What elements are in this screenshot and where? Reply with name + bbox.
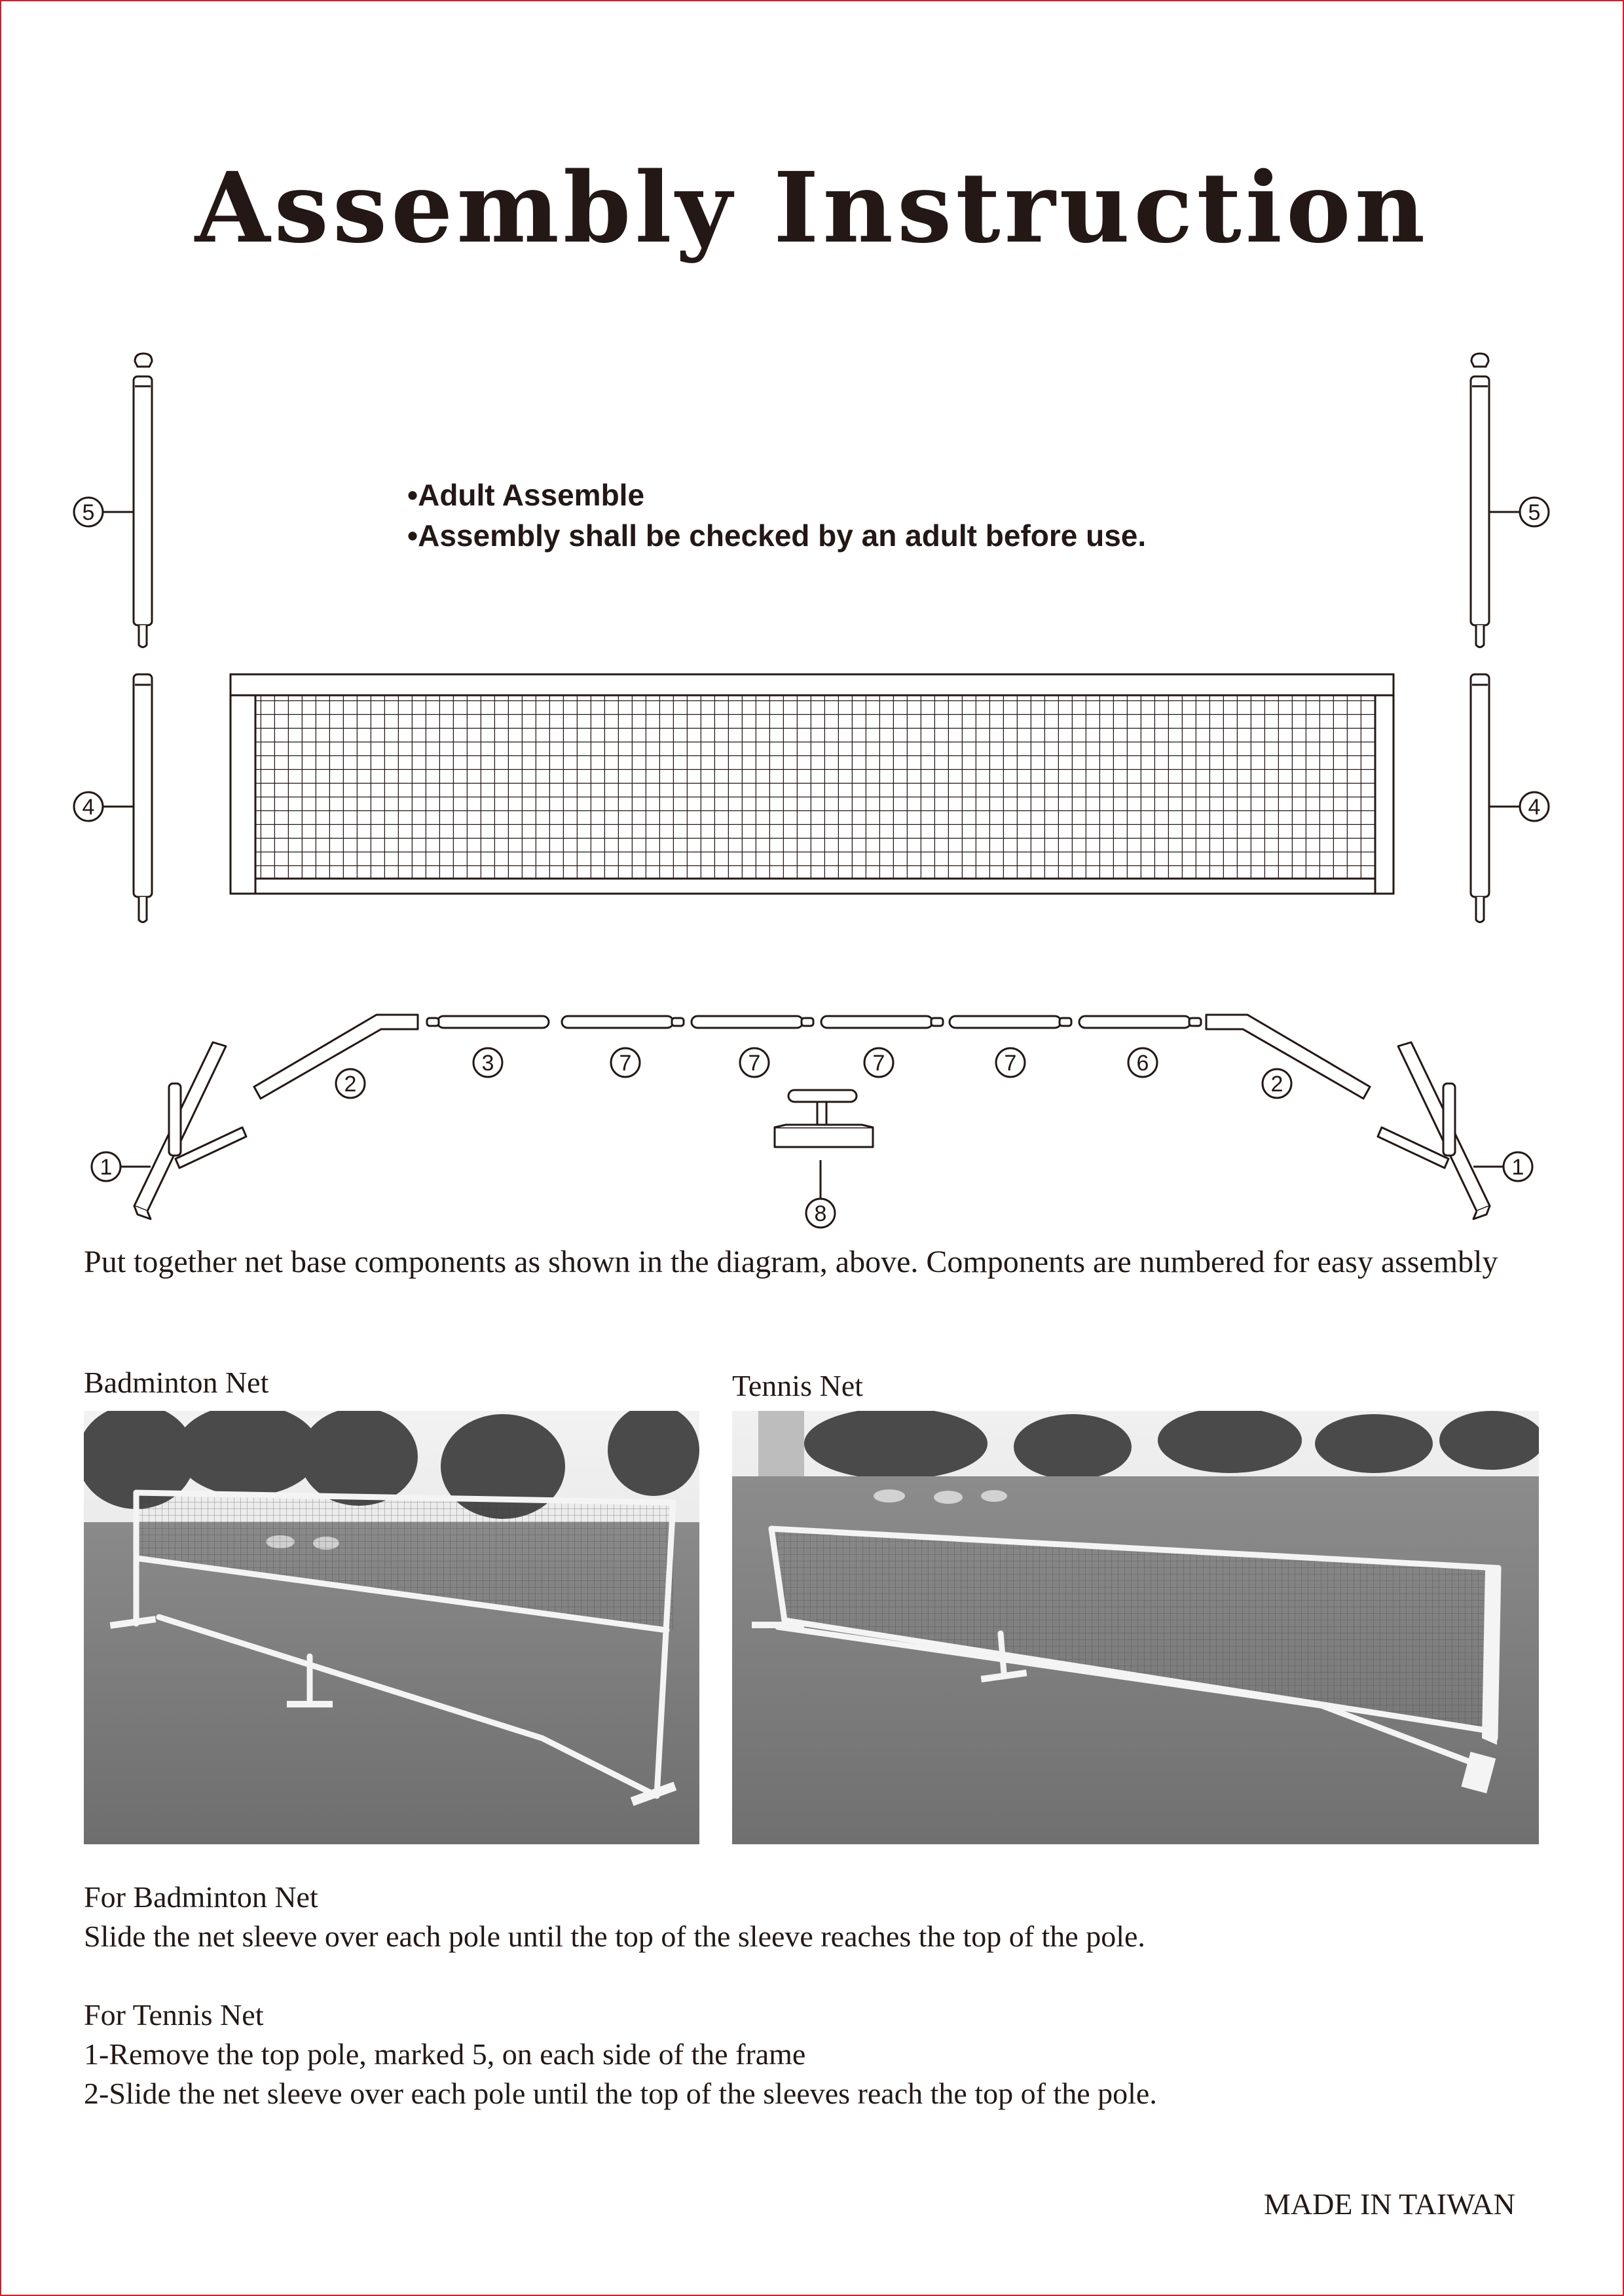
center-stand (775, 1090, 873, 1147)
tennis-net-photo (732, 1411, 1539, 1844)
tube-7-d (950, 1016, 1071, 1028)
badminton-step: Slide the net sleeve over each pole until the top of the sleeve reaches the top of the pole. (84, 1920, 1145, 1953)
tube-7-a (562, 1016, 684, 1028)
right-base (1378, 1042, 1490, 1219)
callout-2-right (1263, 1069, 1291, 1098)
svg-text:1: 1 (100, 1155, 113, 1180)
left-top-pole (134, 354, 152, 647)
right-top-pole (1471, 354, 1489, 647)
badminton-instructions (84, 1878, 1145, 1956)
svg-text:2: 2 (1270, 1072, 1283, 1097)
tennis-instructions (84, 1995, 1157, 2113)
callout-2-left (336, 1069, 365, 1098)
left-lower-pole (134, 674, 152, 922)
right-lower-pole (1471, 674, 1489, 922)
made-in-label: MADE IN TAIWAN (1264, 2187, 1515, 2221)
tube-7-b (692, 1016, 813, 1028)
tennis-heading: For Tennis Net (84, 1998, 264, 2032)
svg-text:2: 2 (344, 1072, 357, 1097)
tube-7-c (821, 1016, 943, 1028)
svg-text:3: 3 (481, 1051, 494, 1076)
svg-text:4: 4 (82, 795, 95, 820)
callout-7-a (611, 1048, 640, 1077)
parts-diagram (0, 327, 1624, 1244)
tube-3 (427, 1016, 549, 1028)
svg-text:7: 7 (872, 1051, 885, 1076)
svg-text:1: 1 (1511, 1155, 1524, 1180)
svg-text:8: 8 (814, 1201, 827, 1226)
callout-1-left (92, 1152, 120, 1181)
callout-3 (473, 1048, 502, 1077)
tennis-step-1: 1-Remove the top pole, marked 5, on each side of the frame (84, 2037, 806, 2071)
svg-text:7: 7 (619, 1051, 632, 1076)
note-adult-assemble: • Adult Assemble (407, 475, 1146, 515)
svg-text:4: 4 (1528, 795, 1541, 820)
diagram-caption: Put together net base components as shown in the diagram, above. Components are numbered for easy assembly (84, 1245, 1498, 1279)
svg-text:5: 5 (82, 500, 95, 525)
callout-5-left (74, 498, 103, 526)
callout-4-right (1520, 792, 1549, 821)
callout-6 (1128, 1048, 1157, 1077)
badminton-net-photo (84, 1411, 699, 1844)
svg-text:7: 7 (748, 1051, 761, 1076)
tennis-photo-label: Tennis Net (732, 1369, 863, 1402)
page-title: Assembly Instruction (194, 151, 1430, 264)
svg-text:6: 6 (1136, 1051, 1149, 1076)
tube-6 (1079, 1016, 1201, 1028)
net-drawing (231, 674, 1393, 894)
callout-7-d (996, 1048, 1025, 1077)
callout-5-right (1520, 498, 1549, 526)
callout-7-c (864, 1048, 893, 1077)
note-adult-check: • Assembly shall be checked by an adult before use. (407, 515, 1146, 556)
callout-8 (806, 1199, 835, 1228)
tennis-step-2: 2-Slide the net sleeve over each pole until the top of the sleeves reach the top of the pole. (84, 2077, 1157, 2110)
callout-7-b (740, 1048, 769, 1077)
svg-text:7: 7 (1004, 1051, 1017, 1076)
svg-text:5: 5 (1528, 500, 1541, 525)
callout-4-left (74, 792, 103, 821)
left-base (134, 1042, 246, 1219)
badminton-photo-label: Badminton Net (84, 1366, 269, 1399)
badminton-heading: For Badminton Net (84, 1880, 318, 1914)
callout-1-right (1504, 1152, 1532, 1181)
